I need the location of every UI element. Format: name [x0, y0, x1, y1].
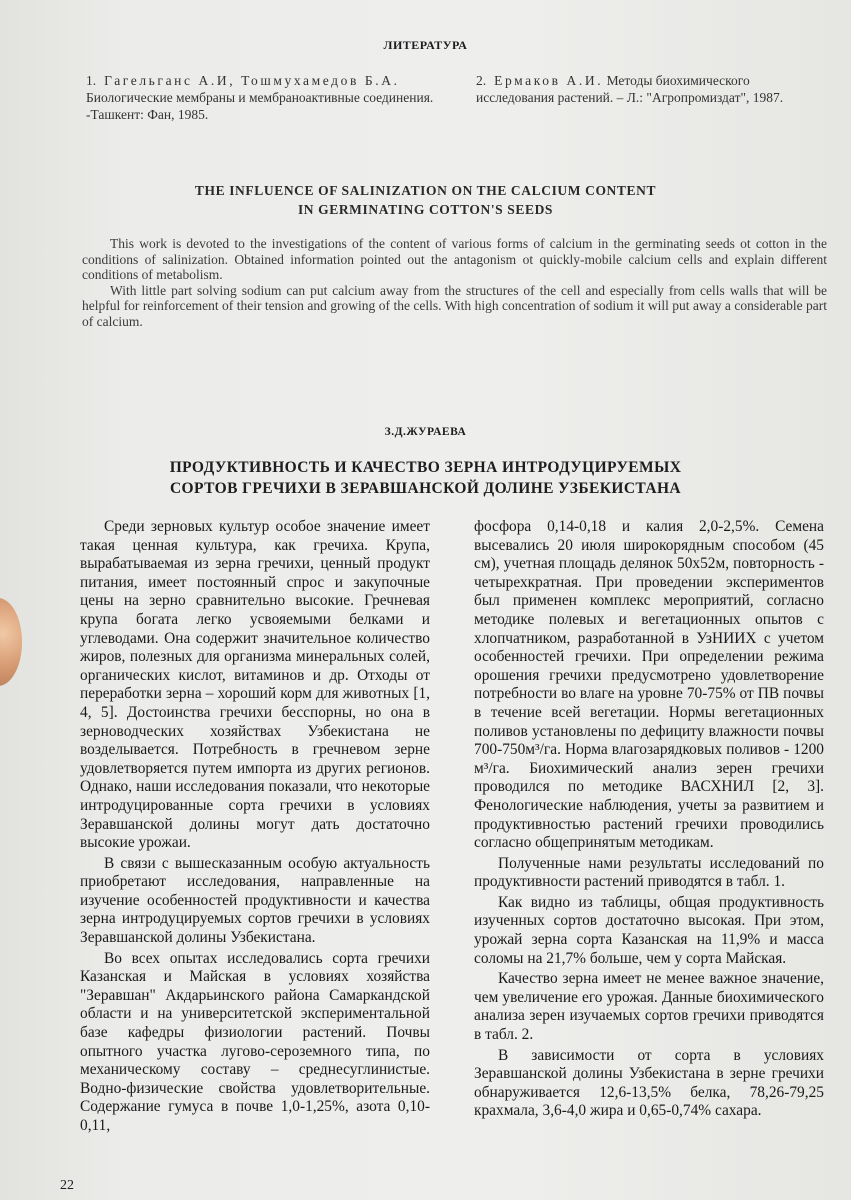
reference-item [86, 72, 436, 123]
body-paragraph: В зависимости от сорта в условиях Зеравшанской долины Узбекистана в зерне гречихи обнаруживается 12,6-13,5% белка, 78,26-79,25 крахмала, 3,6-4,0 жира и 0,65-0,74% сахара. [474, 1046, 824, 1120]
reference-item [476, 72, 826, 106]
body-paragraph: В связи с вышесказанным особую актуальность приобретают исследования, направленные на изучение особенностей продуктивности и качества зерна интродуцируемых сортов гречихи в условиях Зеравшанской долины Узбекистана. [80, 854, 430, 947]
english-title [0, 181, 851, 219]
abstract-paragraph: With little part solving sodium can put calcium away from the structures of the cell and especially from cells walls that will be helpful for reinforcement of their tension and growing of the cells. With high concentration of sodium it will put away a considerable part of calcium. [82, 282, 827, 329]
body-paragraph: Во всех опытах исследовались сорта гречихи Казанская и Майская в условиях хозяйства "Зеравшан" Акдарьинского района Самаркандской области и на университетской экспериментальной базе кафедры физиологии растений. Почвы опытного участка лугово-сероземного типа, по механическому составу – среднесуглинистые. Водно-физические свойства удовлетворительные. Содержание гумуса в почве 1,0-1,25%, азота 0,10-0,11, [80, 949, 430, 1134]
english-abstract [82, 236, 827, 330]
literature-heading: ЛИТЕРАТУРА [383, 38, 468, 52]
article-title-line: СОРТОВ ГРЕЧИХИ В ЗЕРАВШАНСКОЙ ДОЛИНЕ УЗБЕКИСТАНА [169, 480, 682, 497]
left-column [80, 518, 430, 1138]
body-paragraph: Качество зерна имеет не менее важное значение, чем увеличение его урожая. Данные биохимического анализа зерен изучаемых сортов гречихи приводятся в табл. 2. [474, 970, 824, 1044]
body-paragraph: Полученные нами результаты исследований по продуктивности растений приводятся в табл. 1. [474, 854, 824, 891]
article-author: З.Д.ЖУРАЕВА [384, 426, 467, 438]
article-title [0, 457, 851, 499]
reference-number: 2. [476, 73, 487, 88]
finger-photo-artifact [0, 598, 22, 686]
abstract-paragraph: This work is devoted to the investigations of the content of various forms of calcium in the germinating seeds ot cotton in the conditions of salinization. Obtained information pointed out the antagonism ot quickly-mobile calcium cells and explain different conditions of metabolism. [82, 236, 827, 283]
body-paragraph: Среди зерновых культур особое значение имеет такая ценная культура, как гречиха. Крупа, вырабатываемая из зерна гречихи, ценный продукт питания, имеет постоянный спрос и закупочные цены на зерно сравнительно высокие. Гречневая крупа богата легко усвояемыми белками и углеводами. Она содержит значительное количество жиров, полезных для организма минеральных солей, органических кислот, витаминов и др. Отходы от переработки зерна – хороший корм для животных [1, 4, 5]. Достоинства гречихи бесспорны, но она в зерноводческих хозяйствах Узбекистана не возделывается. Потребность в гречневом зерне удовлетворяется путем импорта из других регионов. Однако, наши исследования показали, что некоторые интродуцированные сорта гречихи в условиях Зеравшанской долины могут дать достаточно высокие урожаи. [80, 518, 430, 852]
page-number: 22 [60, 1178, 74, 1193]
body-paragraph: Как видно из таблицы, общая продуктивность изученных сортов достаточно высокая. При этом, урожай зерна сорта Казанская на 11,9% и масса соломы на 21,7% больше, чем у сорта Майская. [474, 893, 824, 967]
reference-text: Биологические мембраны и мембраноактивные соединения. -Ташкент: Фан, 1985. [86, 90, 434, 122]
article-title-line: ПРОДУКТИВНОСТЬ И КАЧЕСТВО ЗЕРНА ИНТРОДУЦИРУЕМЫХ [169, 459, 682, 476]
english-title-line: IN GERMINATING COTTON'S SEEDS [297, 202, 554, 217]
body-paragraph: фосфора 0,14-0,18 и калия 2,0-2,5%. Семена высевались 20 июля широкорядным способом (45 см), учетная площадь делянок 50х52м, повторность - четырехкратная. При проведении экспериментов был применен комплекс мероприятий, согласно методике полевых и вегетационных опытов с хлопчатником, разработанной в УзНИИХ с учетом особенностей гречихи. При определении режима орошения гречихи предусмотрено удовлетворение потребности во влаге на уровне 70-75% от ПВ почвы в течение всей вегетации. Нормы вегетационных поливов установлены по дефициту влажности почвы 700-750м³/га. Норма влагозарядковых поливов - 1200 м³/га. Биохимический анализ зерен гречихи проводился по методике ВАСХНИЛ [2, 3]. Фенологические наблюдения, учеты за развитием и продуктивностью растений гречихи проводились согласно общепринятым методикам. [474, 518, 824, 852]
right-column [474, 518, 824, 1123]
english-title-line: THE INFLUENCE OF SALINIZATION ON THE CALCIUM CONTENT [194, 183, 657, 198]
reference-authors: Гагельганс А.И, Тошмухамедов Б.А. [104, 73, 400, 88]
reference-number: 1. [86, 73, 97, 88]
reference-text: Методы биохимического исследования растений. – Л.: "Агропромиздат", 1987. [476, 73, 784, 105]
reference-authors: Ермаков А.И. [494, 73, 604, 88]
